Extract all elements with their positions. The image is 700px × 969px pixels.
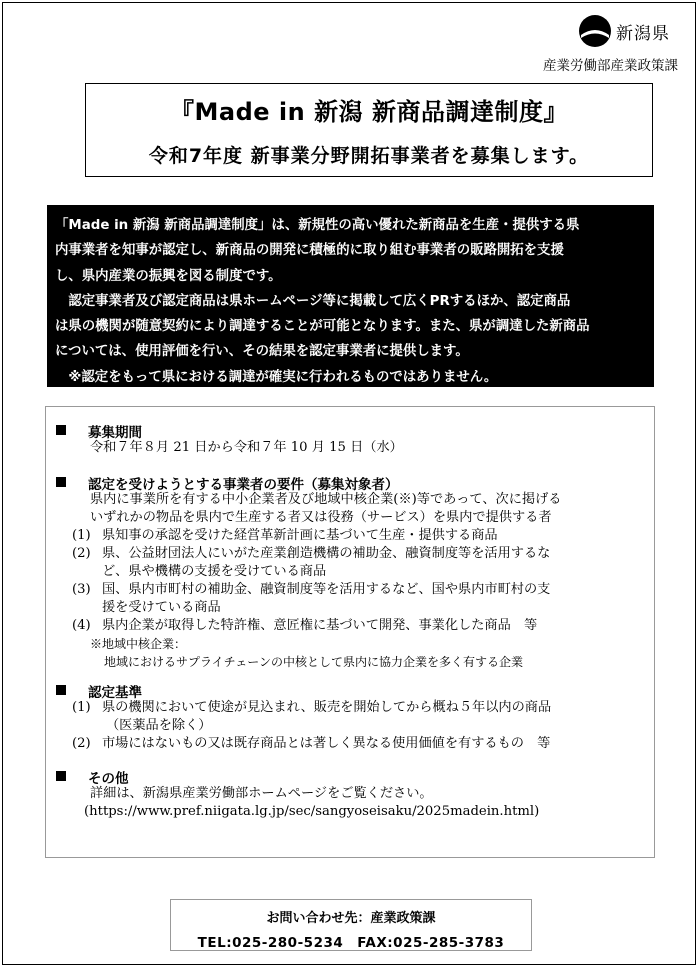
requirements-section	[46, 473, 654, 669]
contact-phone-fax: TEL:025-280-5234 FAX:025-285-3783	[197, 935, 505, 951]
requirement-item	[72, 581, 550, 599]
requirement-item	[72, 617, 537, 635]
criteria-item	[72, 699, 551, 717]
other-section	[46, 767, 654, 819]
intro-line: 内事業者を知事が認定し、新商品の開発に積極的に取り組む事業者の販路開拓を支援	[55, 243, 564, 259]
prefecture-logo	[578, 14, 670, 48]
requirement-item	[72, 527, 498, 545]
intro-line: し、県内産業の振興を図る制度です。	[55, 268, 282, 284]
niigata-emblem-icon	[578, 14, 612, 48]
note-text: 地域におけるサプライチェーンの中核として県内に協力企業を多く有する企業	[104, 655, 524, 669]
item-text: 県の機関において使途が見込まれ、販売を開始してから概ね５年以内の商品	[102, 700, 552, 715]
item-number: (2)	[72, 546, 91, 561]
item-text-cont: ど、県や機構の支援を受けている商品	[102, 564, 327, 579]
requirements-heading: 認定を受けようとする事業者の要件（募集対象者）	[88, 477, 399, 493]
criteria-item	[72, 735, 550, 753]
intro-line: は県の機関が随意契約により調達することが可能となります。また、県が調達した新商品	[55, 319, 590, 335]
page-title: 『Made in 新潟 新商品調達制度』	[170, 98, 568, 126]
item-number: (1)	[72, 528, 91, 543]
logo-text: 新潟県	[616, 23, 670, 44]
requirements-lead: 県内に事業所を有する中小企業者及び地域中核企業(※)等であって、次に掲げる	[90, 492, 562, 507]
criteria-heading: 認定基準	[88, 685, 142, 701]
other-text: 詳細は、新潟県産業労働部ホームページをご覧ください。	[90, 786, 433, 801]
page-subtitle: 令和7年度 新事業分野開拓事業者を募集します。	[148, 145, 590, 167]
title-box	[85, 83, 653, 177]
contact-label: お問い合わせ先：産業政策課	[266, 911, 436, 926]
bullet-square	[56, 685, 66, 695]
item-number: (3)	[72, 582, 91, 597]
bullet-square	[56, 425, 66, 435]
requirements-lead: いずれかの物品を県内で生産する者又は役務（サービス）を県内で提供する者	[90, 510, 552, 525]
intro-line: 「Made in 新潟 新商品調達制度」は、新規性の高い優れた新商品を生産・提供する県	[55, 218, 580, 233]
item-number: (4)	[72, 618, 91, 633]
item-number: (1)	[72, 700, 91, 715]
item-text: 県内企業が取得した特許権、意匠権に基づいて開発、事業化した商品 等	[102, 618, 538, 633]
contact-box	[170, 899, 532, 951]
criteria-section	[46, 681, 654, 751]
item-text: 市場にはないもの又は既存商品とは著しく異なる使用価値を有するもの 等	[102, 736, 551, 751]
details-box	[45, 406, 655, 858]
period-heading: 募集期間	[88, 425, 142, 441]
note-label: ※地域中核企業：	[90, 637, 187, 651]
intro-panel	[47, 205, 654, 387]
item-text-cont: 援を受けている商品	[102, 600, 221, 615]
intro-line: については、使用評価を行い、その結果を認定事業者に提供します。	[55, 344, 469, 360]
intro-line: ※認定をもって県における調達が確実に行われるものではありません。	[55, 369, 498, 385]
item-text-cont: （医薬品を除く）	[106, 718, 212, 733]
item-text: 国、県内市町村の補助金、融資制度等を活用するなど、国や県内市町村の支	[102, 582, 551, 597]
bullet-square	[56, 771, 66, 781]
department-name: 産業労働部産業政策課	[543, 58, 678, 74]
homepage-url: (https://www.pref.niigata.lg.jp/sec/sangyoseisaku/2025madein.html)	[84, 804, 540, 819]
period-text: 令和７年８月 21 日から令和７年 10 月 15 日（水）	[90, 440, 403, 455]
period-section	[46, 421, 654, 455]
requirement-item	[72, 545, 550, 563]
intro-line: 認定事業者及び認定商品は県ホームページ等に掲載して広くPRするほか、認定商品	[55, 293, 571, 309]
item-number: (2)	[72, 736, 91, 751]
bullet-square	[56, 477, 66, 487]
item-text: 県、公益財団法人にいがた産業創造機構の補助金、融資制度等を活用するな	[102, 546, 551, 561]
item-text: 県知事の承認を受けた経営革新計画に基づいて生産・提供する商品	[102, 528, 498, 543]
other-heading: その他	[88, 771, 129, 787]
